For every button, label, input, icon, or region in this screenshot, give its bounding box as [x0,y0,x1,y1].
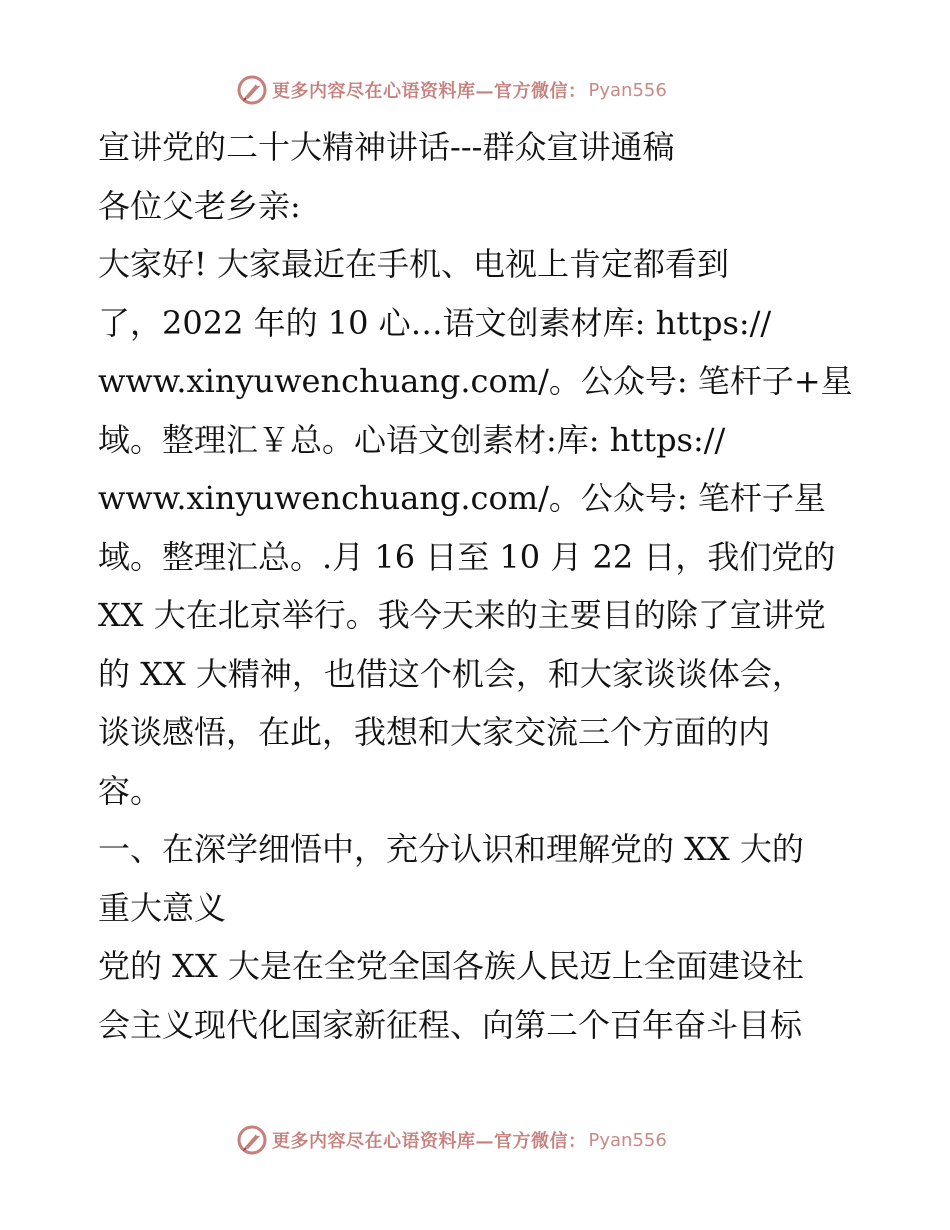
pen-logo-icon [236,74,268,106]
text-line: 容。 [98,771,163,810]
document-body [98,118,868,1054]
text-line: 党的 XX 大是在全党全国各族人民迈上全面建设社 [98,947,804,985]
footer-watermark [236,1123,667,1157]
text-line: 域。整理汇总。.月 16 日至 10 月 22 日，我们党的 [98,537,836,576]
text-line: 谈谈感悟，在此，我想和大家交流三个方面的内 [98,713,771,751]
document-title: 宣讲党的二十大精神讲话---群众宣讲通稿 [98,128,675,166]
text-line: 域。整理汇￥总。心语文创素材:库: https:// [98,420,726,459]
pen-logo-icon [236,1124,268,1156]
text-line: www.xinyuwenchuang.com/。公众号: 笔杆子星 [98,479,826,517]
text-line: 的 XX 大精神，也借这个机会，和大家谈谈体会， [98,654,804,693]
watermark-text: 更多内容尽在心语资料库—官方微信： [272,1131,587,1152]
text-line: www.xinyuwenchuang.com/。公众号: 笔杆子+星 [98,362,853,400]
watermark-handle: Pyan556 [588,79,667,101]
heading-line: 一、在深学细悟中，充分认识和理解党的 XX 大的 [98,830,804,868]
paragraph-section-1 [98,937,868,1054]
salutation: 各位父老乡亲: [98,186,301,225]
watermark-text: 更多内容尽在心语资料库—官方微信： [272,81,587,102]
header-watermark [236,73,667,107]
section-heading-1 [98,820,868,937]
text-line: XX 大在北京举行。我今天来的主要目的除了宣讲党 [98,596,826,634]
text-line: 大家好! 大家最近在手机、电视上肯定都看到 [98,245,730,283]
text-line: 会主义现代化国家新征程、向第二个百年奋斗目标 [98,1005,803,1044]
heading-line: 重大意义 [98,888,227,927]
text-line: 了，2022 年的 10 心…语文创素材库: https:// [98,303,772,342]
paragraph-intro [98,235,868,820]
watermark-handle: Pyan556 [588,1129,667,1151]
